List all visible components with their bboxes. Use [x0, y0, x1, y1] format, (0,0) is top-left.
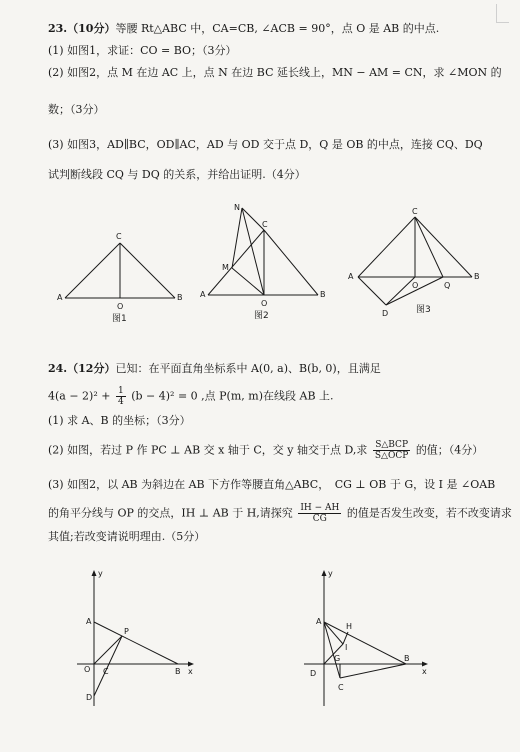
fig5-label-i: I [345, 643, 348, 652]
q24-equation-right: (b − 4)² = 0 ,点 P(m, m)在线段 AB 上. [131, 389, 334, 403]
fig2-label-c: C [262, 220, 268, 229]
fig3-segment-do [386, 277, 415, 305]
q24-part1: (1) 求 A、B 的坐标；（3分） [48, 414, 191, 427]
fig4-label-o: O [84, 665, 91, 674]
q24-part3b-line [48, 503, 512, 524]
fig3-segment-cq [415, 217, 443, 277]
fig2-label-n: N [234, 203, 240, 212]
q23-figure-3 [344, 205, 484, 324]
page-corner-mark [496, 4, 509, 23]
fig1-segment-cb [120, 243, 175, 298]
q24-title: 24.（12分） [48, 362, 116, 375]
q24-p2-frac-num: S△BCP [373, 440, 410, 451]
q24-figure-2 [296, 566, 436, 720]
q24-part2b: 的值；（4分） [415, 443, 484, 457]
fig1-label-c: C [116, 232, 122, 241]
q24-part3-fraction [298, 503, 341, 524]
q24-part2a: (2) 如图，若过 P 作 PC ⊥ AB 交 x 轴于 C，交 y 轴交于点 D,求 [48, 443, 368, 457]
fig4-label-d: D [86, 693, 93, 702]
q24-p3-frac-den: CG [312, 514, 327, 524]
q24-stem-line [48, 362, 381, 376]
fig3-label-a: A [348, 272, 354, 281]
q24-part3d: 其值;若改变请说明理由.（5分） [48, 530, 206, 543]
q24-eq-frac-num: 1 [117, 386, 124, 396]
q23-figure-1 [55, 228, 185, 327]
q23-part1: (1) 如图1，求证：CO = BO；（3分） [48, 44, 237, 57]
q24-equation-fraction [116, 386, 126, 407]
fig3-segment-cb [415, 217, 472, 277]
q24-part2-fraction [373, 440, 410, 461]
fig2-segment-mn [232, 208, 242, 268]
fig5-segment-cb [340, 664, 406, 678]
fig2-label-b: B [320, 290, 326, 299]
fig4-segment-ab [94, 622, 178, 664]
q23-part2b: 数；（3分） [48, 103, 105, 116]
fig1-label-o: O [117, 302, 124, 311]
q24-figure-1 [72, 566, 202, 720]
fig4-label-a: A [86, 617, 92, 626]
fig4-segment-op [94, 636, 122, 664]
q24-equation [48, 386, 334, 407]
q24-part3b: 的角平分线与 OP 的交点，IH ⊥ AB 于 H,请探究 [48, 506, 293, 520]
q24-p3-frac-num: IH − AH [300, 503, 340, 513]
fig4-label-x: x [188, 667, 193, 676]
fig4-y-arrow [92, 570, 97, 576]
q23-part3a: (3) 如图3，AD∥BC，OD∥AC，AD 与 OD 交于点 D，Q 是 OB 的中点，连接 CQ、DQ [48, 138, 483, 151]
fig3-segment-ad [358, 277, 386, 305]
fig3-label-q: Q [444, 281, 451, 290]
q23-title: 23.（10分） [48, 22, 116, 35]
fig1-segment-ac [65, 243, 120, 298]
fig5-label-x: x [422, 667, 427, 676]
fig1-caption: 图1 [112, 314, 127, 324]
fig2-segment-cb [264, 230, 318, 295]
fig5-label-c: C [338, 683, 344, 692]
fig4-label-p: P [124, 627, 129, 636]
q24-p2-frac-den: S△OCP [374, 451, 409, 461]
fig4-segment-pd [94, 636, 122, 696]
fig5-label-b: B [404, 654, 410, 663]
q24-eq-frac-den: 4 [117, 397, 124, 407]
fig5-label-h: H [346, 622, 353, 631]
fig3-label-c: C [412, 207, 418, 216]
fig1-label-b: B [177, 293, 183, 302]
q23-part2a: (2) 如图2，点 M 在边 AC 上，点 N 在边 BC 延长线上，MN − AM = CN，求 ∠MON 的 [48, 66, 502, 79]
fig4-label-c: C [103, 667, 109, 676]
fig3-segment-ac [358, 217, 415, 277]
q23-stem-line [48, 22, 439, 36]
q23-stem: 等腰 Rt△ABC 中，CA=CB, ∠ACB = 90°，点 O 是 AB 的中点. [115, 22, 440, 35]
fig1-label-a: A [57, 293, 63, 302]
fig2-label-a: A [200, 290, 206, 299]
fig5-label-d: D [310, 669, 317, 678]
fig5-label-y: y [328, 569, 333, 578]
fig2-label-o: O [261, 299, 268, 308]
q23-part3b: 试判断线段 CQ 与 DQ 的关系，并给出证明.（4分） [48, 168, 306, 181]
fig4-label-b: B [175, 667, 181, 676]
fig5-label-g: G [334, 654, 341, 663]
fig3-label-o: O [412, 281, 419, 290]
q24-part3c: 的值是否发生改变，若不改变请求 [346, 506, 512, 520]
q24-part3a: (3) 如图2，以 AB 为斜边在 AB 下方作等腰直角△ABC， CG ⊥ OB 于 G，设 I 是 ∠OAB [48, 478, 496, 491]
fig4-label-y: y [98, 569, 103, 578]
q24-stem: 已知：在平面直角坐标系中 A(0, a)、B(b, 0)，且满足 [115, 362, 381, 375]
fig5-label-a: A [316, 617, 322, 626]
fig3-label-d: D [382, 309, 389, 318]
fig5-y-arrow [322, 570, 327, 576]
fig2-segment-mo [232, 268, 264, 295]
fig2-caption: 图2 [254, 311, 269, 321]
q24-equation-left: 4(a − 2)² + [48, 389, 111, 403]
q24-part2 [48, 440, 483, 461]
fig3-label-b: B [474, 272, 480, 281]
fig4-x-arrow [188, 662, 194, 667]
fig2-label-m: M [222, 263, 229, 272]
fig2-segment-cn [242, 208, 264, 230]
fig5-x-arrow [422, 662, 428, 667]
q23-figure-2 [196, 200, 336, 329]
fig3-caption: 图3 [416, 305, 431, 315]
